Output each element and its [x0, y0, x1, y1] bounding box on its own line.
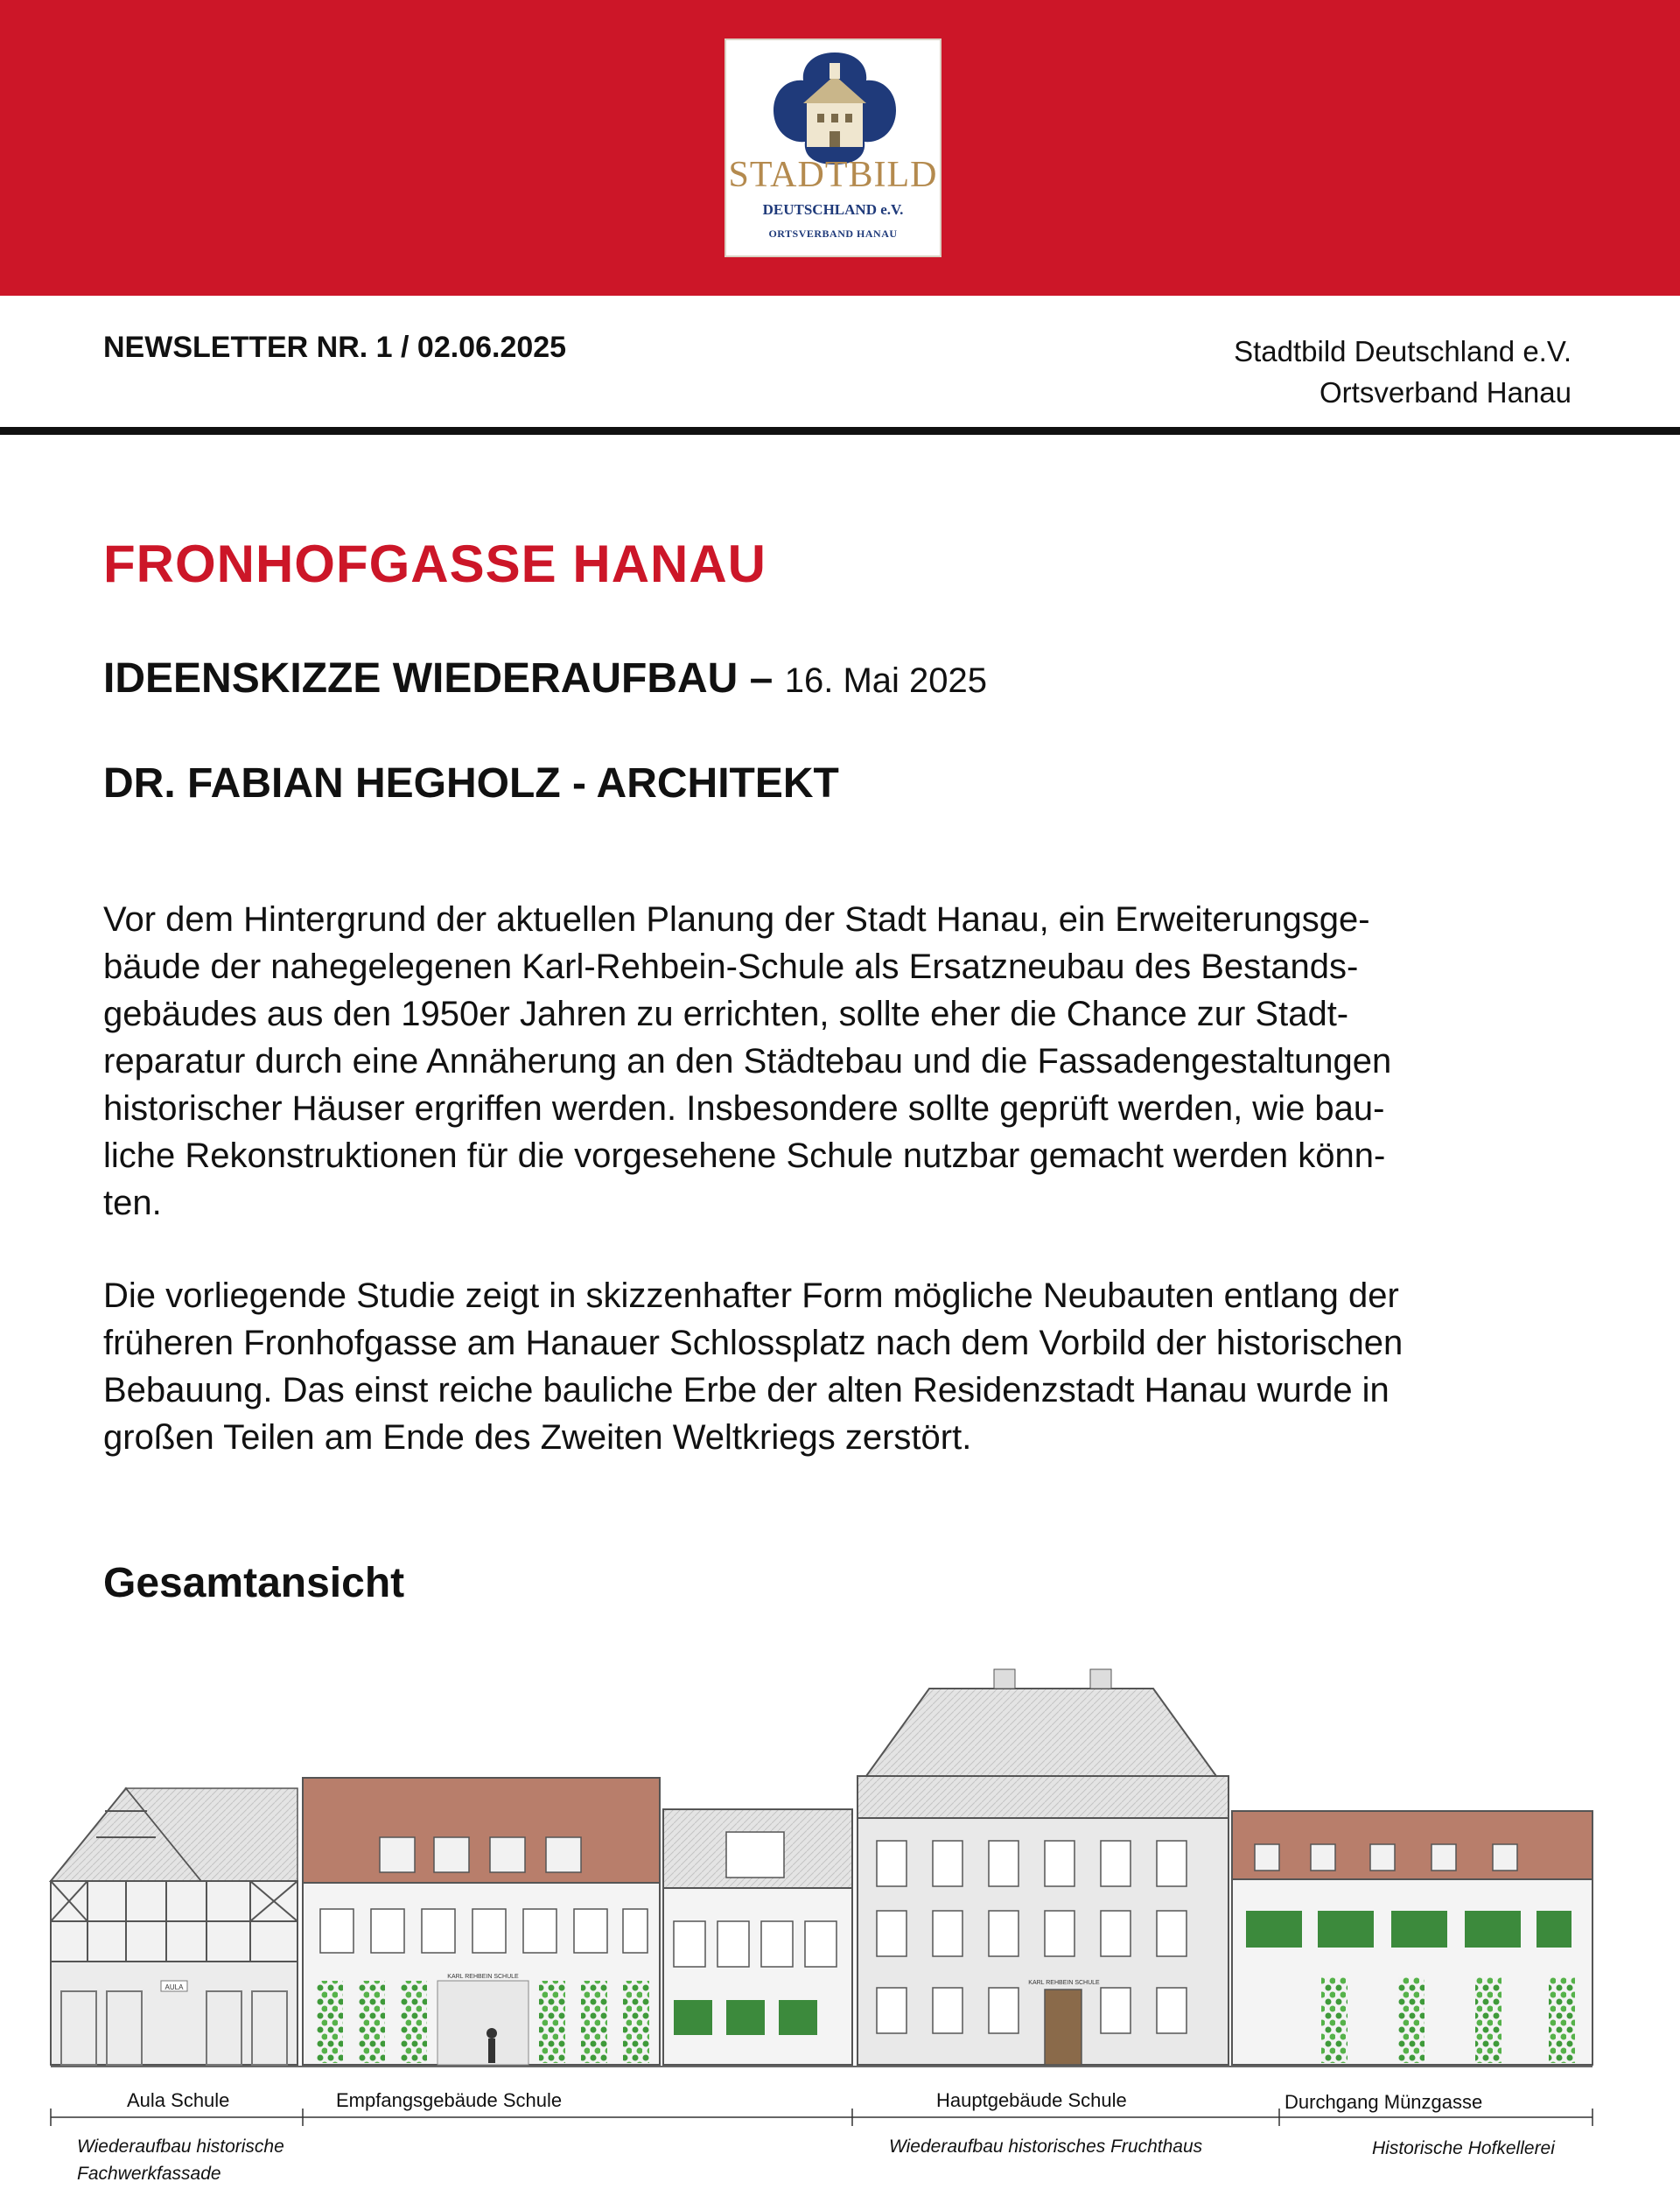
logo-subtitle: DEUTSCHLAND e.V.: [762, 201, 904, 218]
caption-aula-line-1: Wiederaufbau historische: [77, 2137, 284, 2157]
paragraph-line: liche Rekonstruktionen für die vorgesehene Schule nutzbar gemacht werden könn-: [103, 1136, 1386, 1175]
label-durchgang: Durchgang Münzgasse: [1284, 2091, 1483, 2113]
paragraph-line: großen Teilen am Ende des Zweiten Weltkriegs zerstört.: [103, 1418, 972, 1457]
empfang-building: [303, 1778, 660, 2065]
section-title: Gesamtansicht: [103, 1560, 405, 1606]
empfang-sign: KARL REHBEIN SCHULE: [447, 1974, 519, 1980]
caption-aula-line-2: Fachwerkfassade: [77, 2164, 221, 2184]
haupt-sign: KARL REHBEIN SCHULE: [1028, 1980, 1100, 1986]
durchgang-building: [1232, 1811, 1592, 2065]
paragraph-line: historischer Häuser ergriffen werden. Insbesondere sollte geprüft werden, wie bau-: [103, 1089, 1385, 1128]
paragraph-line: bäude der nahegelegenen Karl-Rehbein-Schule als Ersatzneubau des Bestands-: [103, 948, 1359, 986]
organization-name: [1234, 331, 1572, 413]
logo-title: STADTBILD: [728, 155, 938, 195]
label-aula: Aula Schule: [127, 2089, 230, 2111]
aula-building: [51, 1788, 298, 2065]
haupt-building: [858, 1669, 1228, 2065]
newsletter-id: NEWSLETTER NR. 1 / 02.06.2025: [103, 331, 567, 364]
paragraph-2: [103, 1272, 1591, 1461]
caption-durchgang: Historische Hofkellerei: [1372, 2138, 1555, 2158]
middle-building: [663, 1809, 852, 2065]
article-author: DR. FABIAN HEGHOLZ - ARCHITEKT: [103, 760, 839, 807]
aula-sign: AULA: [164, 1983, 184, 1991]
castle-emblem-icon: [726, 40, 943, 259]
org-line-2: Ortsverband Hanau: [1320, 376, 1572, 409]
paragraph-line: gebäudes aus den 1950er Jahren zu errichten, sollte eher die Chance zur Stadt-: [103, 995, 1349, 1033]
label-haupt: Hauptgebäude Schule: [936, 2089, 1127, 2111]
paragraph-line: ten.: [103, 1184, 162, 1222]
caption-aula: [77, 2133, 284, 2187]
subtitle-date: 16. Mai 2025: [784, 661, 987, 700]
org-line-1: Stadtbild Deutschland e.V.: [1234, 335, 1572, 367]
stadtbild-logo: [724, 38, 942, 257]
paragraph-line: Vor dem Hintergrund der aktuellen Planung der Stadt Hanau, ein Erweiterungsge-: [103, 900, 1370, 939]
paragraph-line: reparatur durch eine Annäherung an den Städtebau und die Fassadengestaltungen: [103, 1042, 1392, 1081]
header-divider: [0, 427, 1680, 435]
subtitle-text: IDEENSKIZZE WIEDERAUFBAU –: [103, 655, 774, 702]
logo-subtitle-2: ORTSVERBAND HANAU: [768, 227, 898, 240]
article-title: FRONHOFGASSE HANAU: [103, 535, 767, 593]
label-empfang: Empfangsgebäude Schule: [336, 2089, 563, 2111]
paragraph-line: Die vorliegende Studie zeigt in skizzenhafter Form mögliche Neubauten entlang der: [103, 1276, 1399, 1315]
street-elevation-drawing: [44, 1662, 1680, 2082]
article-subtitle: [103, 654, 987, 703]
caption-haupt: Wiederaufbau historisches Fruchthaus: [889, 2137, 1203, 2157]
paragraph-line: früheren Fronhofgasse am Hanauer Schlossplatz nach dem Vorbild der historischen: [103, 1324, 1404, 1362]
paragraph-1: [103, 896, 1591, 1227]
paragraph-line: Bebauung. Das einst reiche bauliche Erbe der alten Residenzstadt Hanau wurde in: [103, 1371, 1390, 1409]
